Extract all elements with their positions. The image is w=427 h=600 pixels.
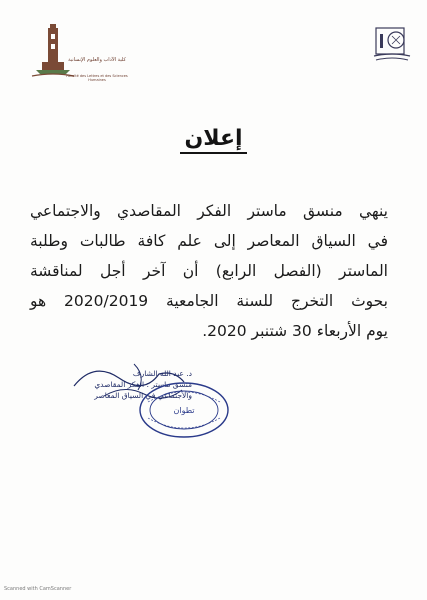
announcement-title <box>0 126 427 151</box>
body-line-5: يوم الأربعاء 30 شتنبر 2020. <box>202 322 388 340</box>
signatory-name: د. عبد الله الشارف <box>132 369 192 378</box>
announcement-title-text: إعلان <box>180 126 246 154</box>
faculty-tower-logo-icon <box>22 22 84 80</box>
body-line-3: الماستر (الفصل الرابع) أن آخر أجل لمناقشة <box>30 262 388 280</box>
body-line-4: بحوث التخرج للسنة الجامعية 2020/2019 هو <box>30 292 388 310</box>
faculty-name-arabic: كلية الآداب والعلوم الإنسانية <box>68 57 126 63</box>
stamp-city-text: تطوان <box>173 406 195 415</box>
university-emblem-icon <box>372 26 412 62</box>
official-stamp <box>136 380 232 440</box>
signatory-role-line-1: منسق ماستر : الفكر المقاصدي <box>94 380 192 389</box>
faculty-name-french: Faculté des Lettres et des Sciences Humaines <box>66 74 128 82</box>
body-line-1: ينهي منسق ماستر الفكر المقاصدي والاجتماعي <box>30 202 388 220</box>
scanner-watermark: Scanned with CamScanner <box>4 586 72 592</box>
body-line-2: في السياق المعاصر إلى علم كافة طالبات وطلبة <box>30 232 388 250</box>
signatory-role-line-2: والاجتماعي في السياق المعاصر <box>94 391 192 400</box>
announcement-body <box>30 196 388 346</box>
